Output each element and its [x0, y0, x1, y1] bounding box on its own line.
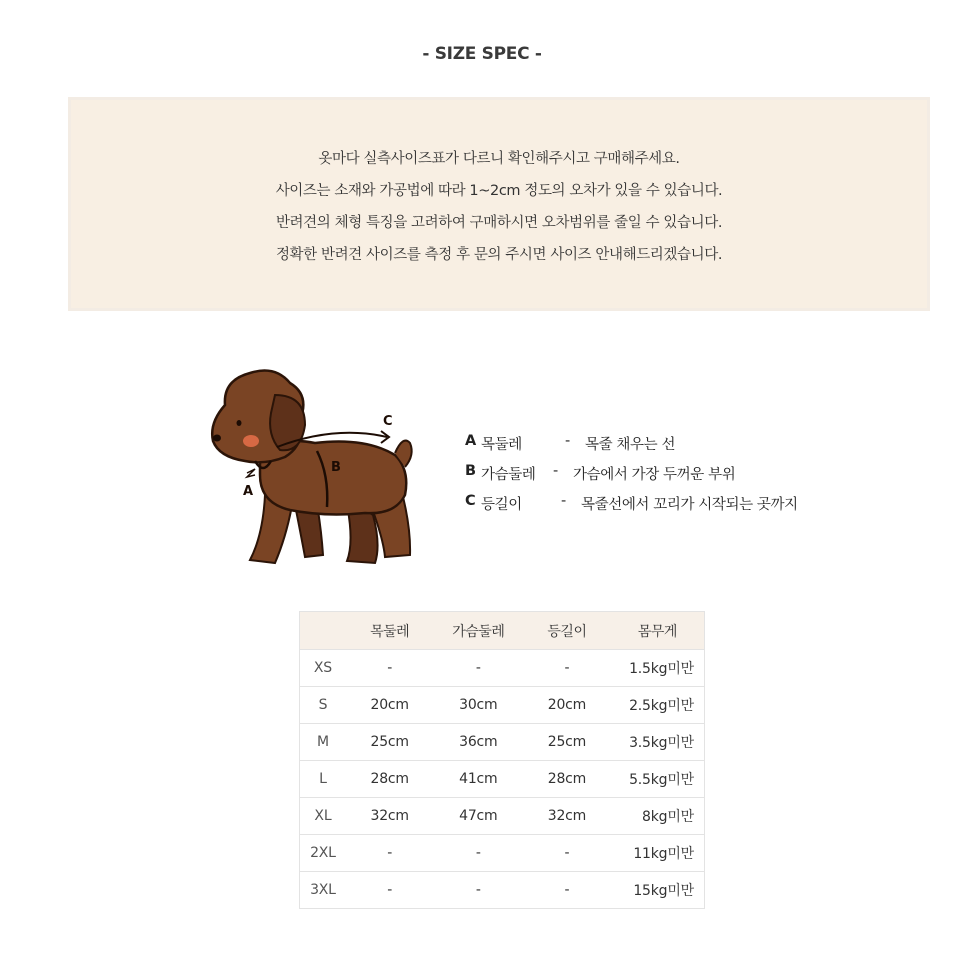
weight-cell: 1.5kg미만 [611, 650, 705, 687]
table-row [300, 835, 705, 872]
weight-cell: 15kg미만 [611, 872, 705, 909]
neck-cell: 20cm [346, 687, 434, 724]
back-cell: - [523, 872, 611, 909]
legend-key: C [465, 493, 476, 509]
legend-dash: - [565, 433, 570, 449]
legend-desc: 목줄선에서 꼬리가 시작되는 곳까지 [581, 497, 798, 513]
notice-line-1: 옷마다 실측사이즈표가 다르니 확인해주시고 구매해주세요. [318, 151, 680, 167]
legend-name: 목둘레 [481, 437, 522, 453]
back-cell: 28cm [523, 761, 611, 798]
size-spec-table [299, 611, 705, 909]
size-cell: M [300, 724, 346, 761]
chest-cell: 30cm [433, 687, 523, 724]
measurement-legend [465, 430, 885, 520]
marker-b: B [331, 460, 341, 475]
legend-item-chest [465, 460, 885, 490]
table-row [300, 650, 705, 687]
notice-line-3: 반려견의 체형 특징을 고려하여 구매하시면 오차범위를 줄일 수 있습니다. [275, 215, 723, 231]
table-row [300, 872, 705, 909]
legend-item-back [465, 490, 885, 520]
legend-key: A [465, 433, 476, 449]
page-title: - SIZE SPEC - [422, 44, 542, 64]
neck-cell: 32cm [346, 798, 434, 835]
dog-eye [237, 420, 242, 426]
legend-desc: 가슴에서 가장 두꺼운 부위 [573, 467, 736, 483]
back-cell: - [523, 650, 611, 687]
notice-line-2: 사이즈는 소재와 가공법에 따라 1~2cm 정도의 오차가 있을 수 있습니다. [275, 183, 723, 199]
back-cell: 25cm [523, 724, 611, 761]
header-back: 등길이 [523, 612, 611, 650]
weight-cell: 11kg미만 [611, 835, 705, 872]
size-notice-box [68, 97, 930, 311]
neck-cell: 28cm [346, 761, 434, 798]
legend-desc: 목줄 채우는 선 [585, 437, 676, 453]
header-neck: 목둘레 [346, 612, 434, 650]
table-row [300, 798, 705, 835]
table-row [300, 761, 705, 798]
weight-cell: 2.5kg미만 [611, 687, 705, 724]
header-size [300, 612, 346, 650]
legend-name: 가슴둘레 [481, 467, 536, 483]
weight-cell: 5.5kg미만 [611, 761, 705, 798]
size-cell: L [300, 761, 346, 798]
table-row [300, 724, 705, 761]
header-chest: 가슴둘레 [433, 612, 523, 650]
legend-name: 등길이 [481, 497, 522, 513]
notice-line-4: 정확한 반려견 사이즈를 측정 후 문의 주시면 사이즈 안내해드리겠습니다. [275, 247, 723, 263]
dog-nose [213, 435, 221, 442]
chest-cell: - [433, 872, 523, 909]
header-weight: 몸무게 [611, 612, 705, 650]
size-cell: XL [300, 798, 346, 835]
marker-c: C [383, 414, 393, 429]
size-cell: 2XL [300, 835, 346, 872]
marker-a: A [243, 484, 254, 499]
chest-cell: 47cm [433, 798, 523, 835]
back-cell: - [523, 835, 611, 872]
table-header-row [300, 612, 705, 650]
neck-pointer [247, 469, 255, 477]
chest-cell: - [433, 835, 523, 872]
chest-cell: - [433, 650, 523, 687]
legend-dash: - [561, 493, 566, 509]
size-cell: 3XL [300, 872, 346, 909]
neck-cell: - [346, 835, 434, 872]
legend-item-neck [465, 430, 885, 460]
table-row [300, 687, 705, 724]
neck-cell: - [346, 872, 434, 909]
dog-cheek [243, 435, 259, 447]
neck-cell: - [346, 650, 434, 687]
back-cell: 32cm [523, 798, 611, 835]
size-cell: XS [300, 650, 346, 687]
chest-cell: 36cm [433, 724, 523, 761]
size-cell: S [300, 687, 346, 724]
legend-key: B [465, 463, 476, 479]
back-cell: 20cm [523, 687, 611, 724]
weight-cell: 3.5kg미만 [611, 724, 705, 761]
poodle-illustration [205, 365, 430, 575]
legend-dash: - [553, 463, 558, 479]
weight-cell: 8kg미만 [611, 798, 705, 835]
neck-cell: 25cm [346, 724, 434, 761]
chest-cell: 41cm [433, 761, 523, 798]
dog-measurement-diagram [205, 365, 430, 575]
